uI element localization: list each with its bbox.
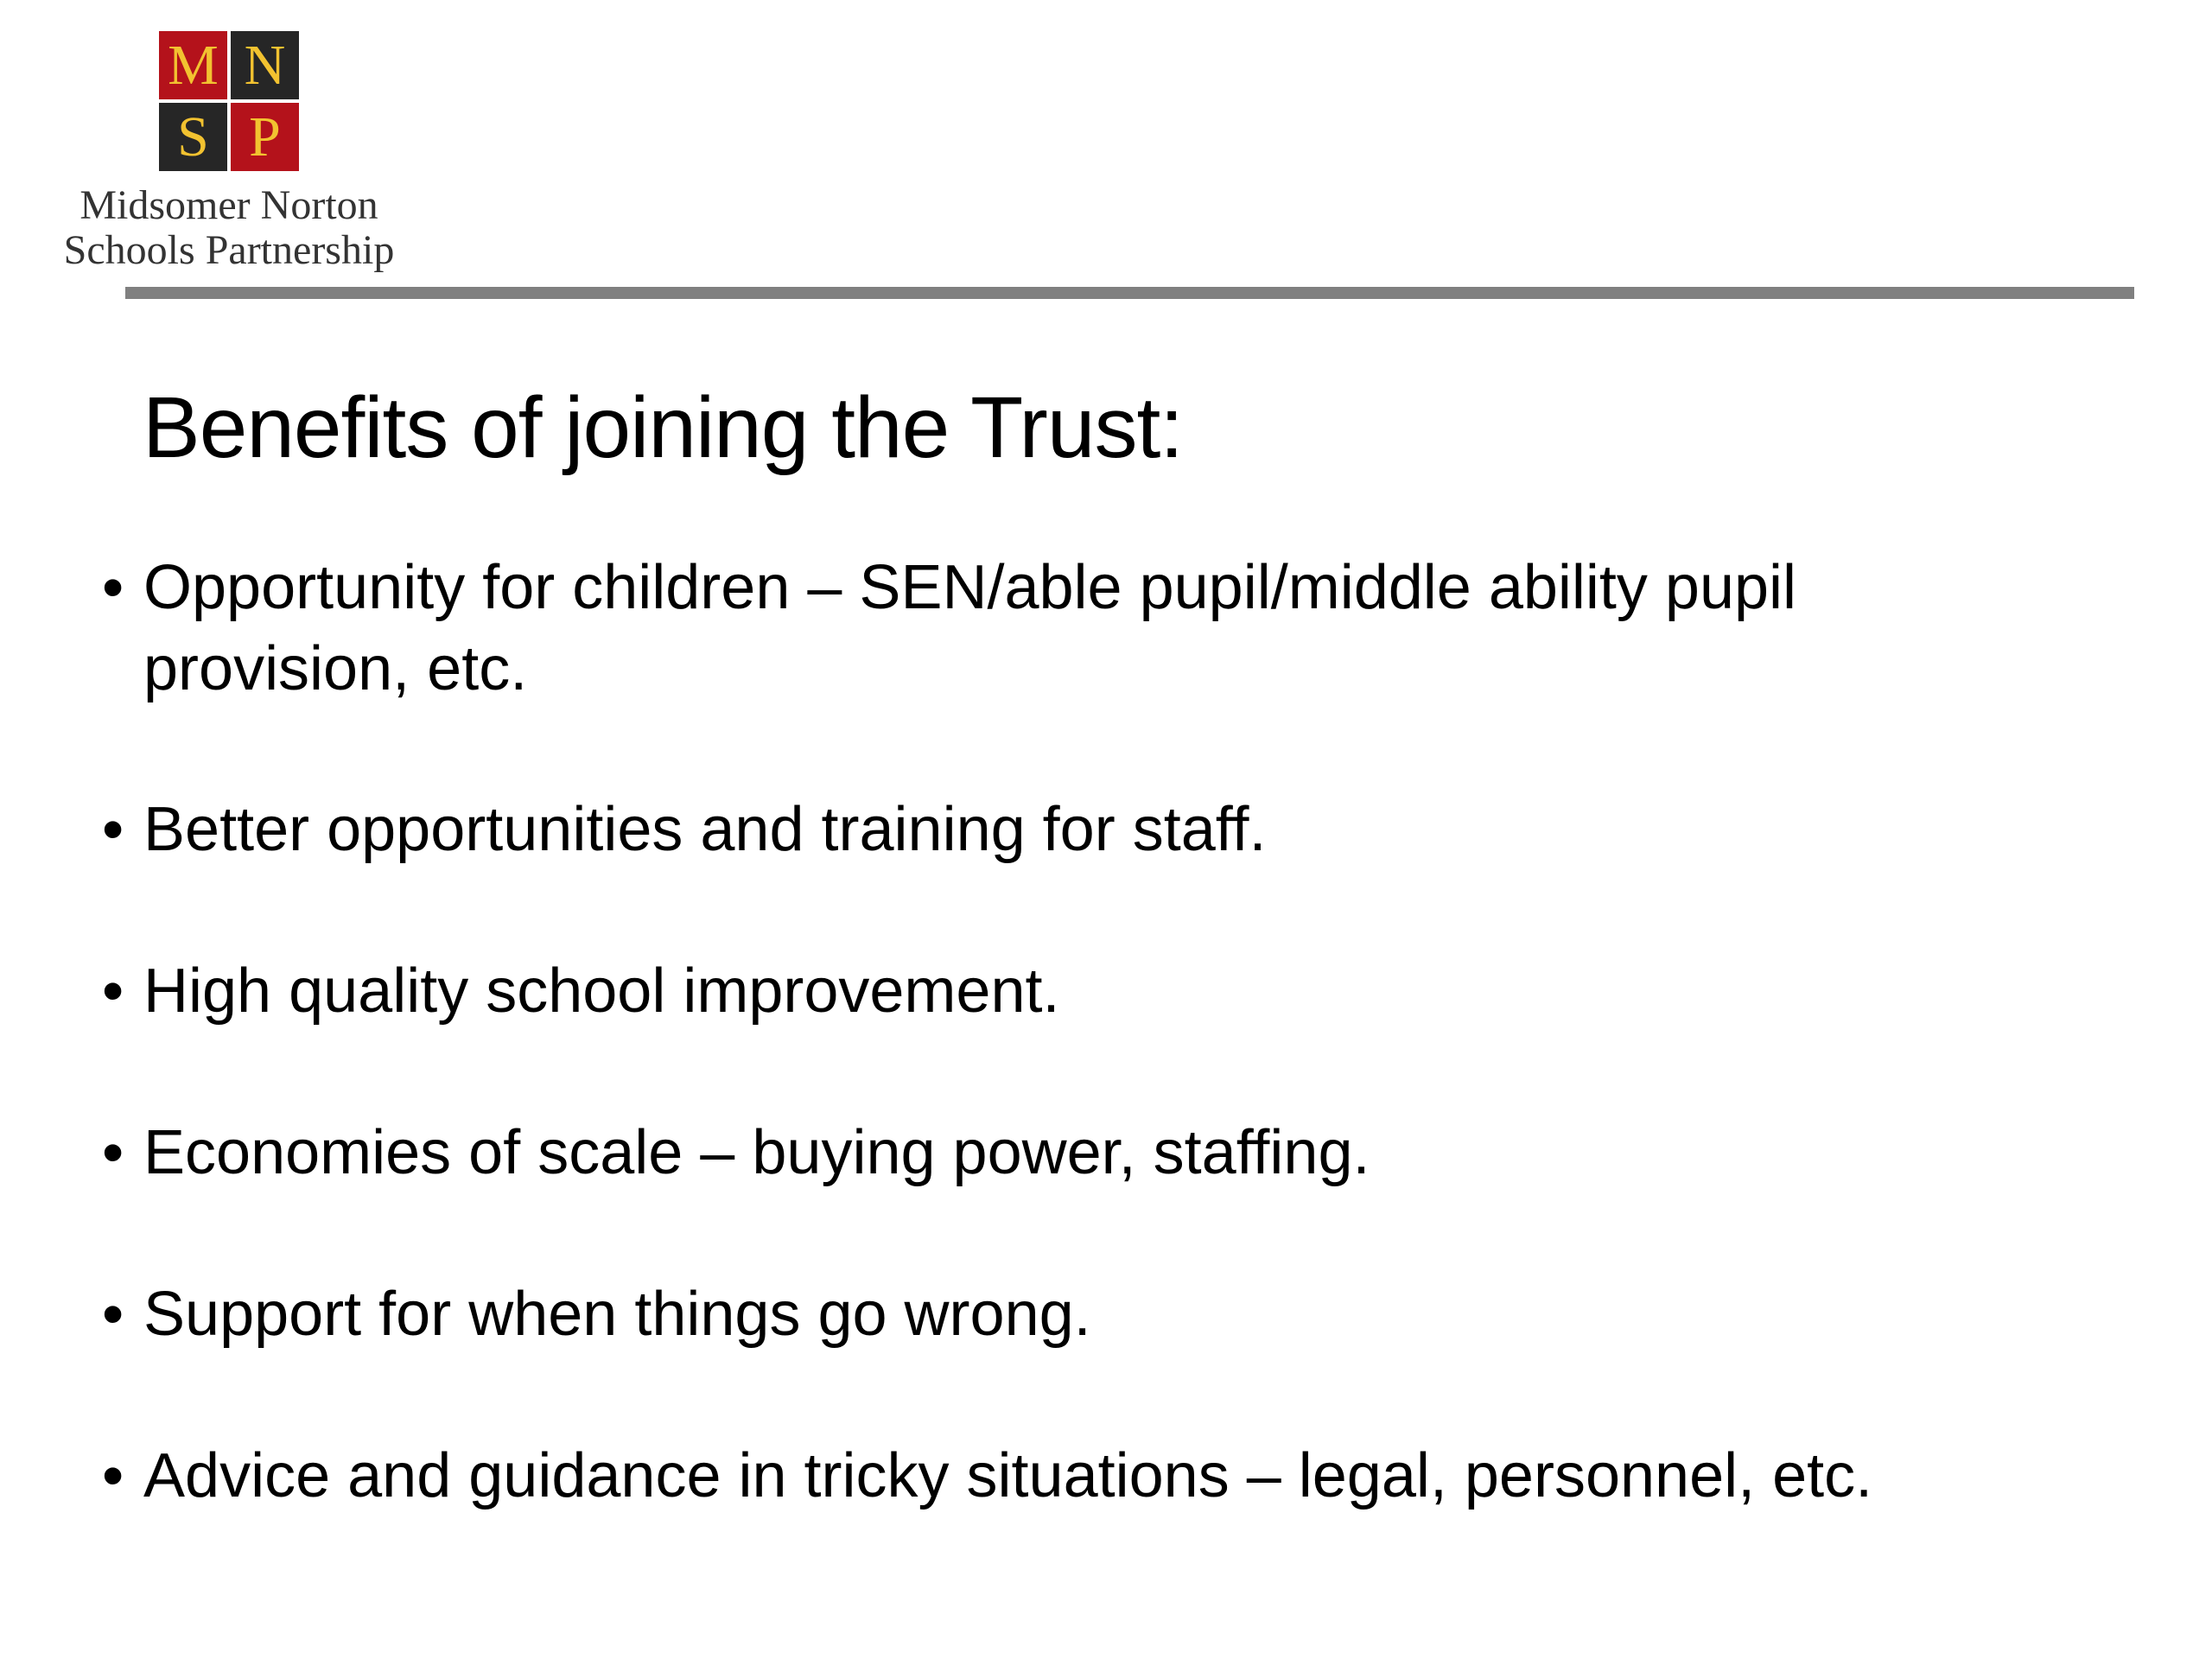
mnsp-logo xyxy=(159,31,299,171)
logo-letter-s: S xyxy=(159,103,227,171)
bullet-dot: • xyxy=(102,957,124,1026)
bullet-dot: • xyxy=(102,1118,124,1187)
logo-letter-p: P xyxy=(231,103,299,171)
benefit-item-1 xyxy=(102,547,1796,709)
logo-letter-n: N xyxy=(231,31,299,99)
benefit-text: High quality school improvement. xyxy=(143,957,1060,1026)
slide-title: Benefits of joining the Trust: xyxy=(143,379,1184,476)
bullet-dot: • xyxy=(102,1280,124,1349)
benefit-text: Opportunity for children – SEN/able pupil/middle ability pupil xyxy=(143,553,1797,622)
bullet-dot: • xyxy=(102,1441,124,1510)
benefit-text: Advice and guidance in tricky situations – legal, personnel, etc. xyxy=(143,1441,1873,1510)
benefit-text-continued: provision, etc. xyxy=(143,634,528,703)
logo-name-line2: Schools Partnership xyxy=(63,227,395,273)
benefit-item-3 xyxy=(102,950,1060,1032)
benefit-text: Better opportunities and training for staff. xyxy=(143,795,1267,864)
header-divider xyxy=(125,287,2134,299)
benefit-item-2 xyxy=(102,789,1266,870)
bullet-dot: • xyxy=(102,553,124,622)
benefit-item-5 xyxy=(102,1274,1091,1355)
logo-letter-m: M xyxy=(159,31,227,99)
benefit-text: Support for when things go wrong. xyxy=(143,1280,1091,1349)
benefit-text: Economies of scale – buying power, staffing. xyxy=(143,1118,1370,1187)
benefit-item-6 xyxy=(102,1435,1872,1516)
benefit-item-4 xyxy=(102,1112,1370,1193)
logo-organisation-name xyxy=(35,183,423,273)
bullet-dot: • xyxy=(102,795,124,864)
logo-name-line1: Midsomer Norton xyxy=(79,182,378,228)
